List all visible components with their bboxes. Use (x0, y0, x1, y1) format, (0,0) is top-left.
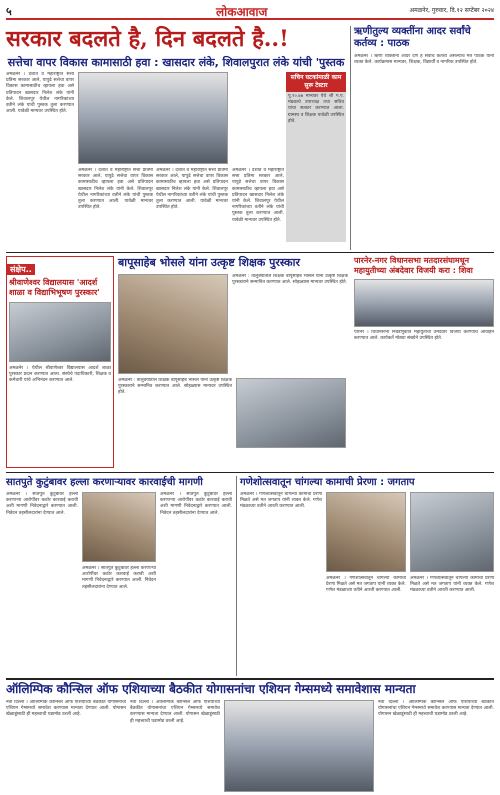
lead-photo (78, 72, 228, 164)
right-top-body: अमळनेर । ऋणी व्यक्तींना आदर देणे हे सर्वांचे कर्तव्य असल्याचे मत पाठक यांनी व्यक्त केले. कार्यक्रमास मान्यवर, शिक्षक, विद्यार्थी व नागरिक उपस्थित होते. (354, 54, 494, 66)
newspaper-logo: लोकआवाज (216, 5, 268, 19)
short-news-tag: संक्षेप.. (7, 264, 35, 275)
school-right-title: पारनेर-नगर विधानसभा मतदारसंघामधून महायुतीच्या अंबदेवार विजयी करा : शिवा (354, 256, 473, 275)
right-top-article (354, 26, 494, 234)
lead-body-col-1: अमळनेर । देशात व महाराष्ट्रात सत्ता प्रतिमा सरकार आले, यापुढे सत्तेचा वापर विकास कामासाठीच व्हायला हवा असे प्रतिपादन खासदार निलेश लंके यांनी केले. शिवालपूर येथील नागरिकांच्या वतीने लंके यांची पुस्तक तुला करण्यात आली. यावेळी मान्यवर उपस्थित होते. (6, 72, 74, 115)
sidebar-box-body: पू.१०.७७ मान्यवर येथे श्री ग.ए. मंडळाचे उपाध्यक्ष तथा सचिव यांचा सत्कार करण्यात आला. ग्रामस्थ व शिक्षक यावेळी उपस्थित होते. (288, 94, 344, 124)
short-news-box (6, 256, 114, 468)
short-news-title: श्रीवाणेश्वर विद्यालयास 'आदर्श शाळा व विद्याभिभूषण पुरस्कार' (9, 278, 100, 297)
ganesh-article (240, 476, 494, 594)
bottom-photo (224, 700, 374, 792)
bottom-body-3: नवी दिल्ली । ऑलिम्पिक कौन्सिल ऑफ एशियाच्या बैठकीत योगासनांचा एशियन गेम्समध्ये समावेश करण्यास मान्यता देण्यात आली. योगासन खेळाडूंसाठी ही महत्त्वाची घडामोड ठरली आहे. (378, 700, 494, 718)
bottom-article (6, 682, 494, 724)
award-body-2: अमळनेर : तालुक्यातील शिक्षक बापूसाहेब भोसले यांना उत्कृष्ट शिक्षक पुरस्काराने सन्मानित करण्यात आले. सोहळ्यास मान्यवर उपस्थित होते. (118, 378, 232, 396)
demand-body-1: अमळनेर । सातपुते कुटुंबावर हल्ला करणाऱ्या आरोपींवर कठोर कारवाई करावी अशी मागणी निवेदनाद्वारे करण्यात आली. निवेदन तहसीलदारांना देण्यात आले. (6, 492, 78, 516)
lead-headline: सरकार बदलते है, दिन बदलते है..! (6, 26, 289, 52)
sidebar-box-title: सचिन घटकांमाळी काम सुरू टेस्टार (286, 72, 346, 92)
demand-body-2: अमळनेर । सातपुते कुटुंबावर हल्ला करणाऱ्या आरोपींवर कठोर कारवाई करावी अशी मागणी निवेदनाद्वारे करण्यात आली. निवेदन तहसीलदारांना देण्यात आले. (82, 566, 156, 590)
demand-article (6, 476, 232, 590)
school-right-article (354, 256, 494, 470)
short-news-body: अमळनेर । येथील श्रीवाणेश्वर विद्यालयास आदर्श शाळा पुरस्कार प्रदान करण्यात आला. संस्थेचे पदाधिकारी, शिक्षक व कर्मचारी यांचे अभिनंदन करण्यात आले. (9, 366, 111, 384)
lead-subheadline: सत्तेचा वापर विकास कामासाठी हवा : खासदार लंके, शिवालपुरात लंके यांची 'पुस्तक (7, 56, 345, 69)
bottom-body-1: नवी दिल्ली । ऑलिम्पिक कौन्सिल ऑफ एशियाच्या बैठकीत योगासनांचा एशियन गेम्समध्ये समावेश करण्यास मान्यता देण्यात आली. योगासन खेळाडूंसाठी ही महत्त्वाची घडामोड ठरली आहे. (6, 700, 126, 718)
award-photo-2 (236, 378, 346, 448)
award-body: अमळनेर : तालुक्यातील शिक्षक बापूसाहेब भोसले यांना उत्कृष्ट शिक्षक पुरस्काराने सन्मानित करण्यात आले. सोहळ्यास मान्यवर उपस्थित होते. (232, 274, 348, 286)
demand-photo (82, 492, 156, 562)
bottom-body-2: नवी दिल्ली । ऑलिम्पिक कौन्सिल ऑफ एशियाच्या बैठकीत योगासनांचा एशियन गेम्समध्ये समावेश करण्यास मान्यता देण्यात आली. योगासन खेळाडूंसाठी ही महत्त्वाची घडामोड ठरली आहे. (130, 700, 220, 724)
award-title: बापूसाहेब भोसले यांना उत्कृष्ट शिक्षक पुरस्कार (118, 256, 300, 269)
column-divider-2 (236, 476, 237, 676)
school-right-photo (354, 279, 494, 327)
page-header (6, 4, 494, 20)
ganesh-title: गणेशोत्सवातून चांगल्या कामाची प्रेरणा : जगताप (240, 477, 415, 488)
ganesh-photo-2 (410, 492, 494, 572)
ganesh-photo-1 (326, 492, 406, 572)
section-rule-3 (6, 678, 494, 680)
award-photo-1 (118, 274, 228, 374)
section-rule (6, 252, 494, 253)
date-line: अमळनेर, गुरुवार, दि.१२ सप्टेंबर २०२४ (409, 7, 494, 14)
page-number: ५ (6, 5, 12, 18)
ganesh-body-1: अमळनेर । गणेशोत्सवातून चांगल्या कामाची प्रेरणा मिळते असे मत जगताप यांनी व्यक्त केले. गणेश मंडळाच्या वतीने आरती करण्यात आली. (240, 492, 322, 510)
lead-body-col-2: अमळनेर । देशात व महाराष्ट्रात सत्ता प्रतिमा सरकार आले, यापुढे सत्तेचा वापर विकास कामासाठीच व्हायला हवा असे प्रतिपादन खासदार निलेश लंके यांनी केले. शिवालपूर येथील नागरिकांच्या वतीने लंके यांची पुस्तक तुला करण्यात आली. यावेळी मान्यवर उपस्थित होते. (78, 168, 153, 211)
sidebar-box (286, 72, 346, 242)
school-right-body: पारनेर । विधानसभा निवडणुकीत महायुतीचा उमेदवार विजयी करण्याचे आवाहन करण्यात आले. कार्यकर्ते मोठ्या संख्येने उपस्थित होते. (354, 330, 494, 342)
section-rule-2 (6, 472, 494, 473)
demand-title: सातपुते कुटुंबावर हल्ला करणाऱ्यावर कारवाईची मागणी (6, 477, 203, 488)
demand-body-3: अमळनेर । सातपुते कुटुंबावर हल्ला करणाऱ्या आरोपींवर कठोर कारवाई करावी अशी मागणी निवेदनाद्वारे करण्यात आली. निवेदन तहसीलदारांना देण्यात आले. (160, 492, 232, 516)
bottom-title: ऑलिम्पिक कौन्सिल ऑफ एशियाच्या बैठकीत योगासनांचा एशियन गेम्समध्ये समावेशास मान्यता (6, 682, 416, 696)
column-divider (350, 26, 351, 250)
award-article (118, 256, 348, 396)
lead-body-col-4: अमळनेर । देशात व महाराष्ट्रात सत्ता प्रतिमा सरकार आले, यापुढे सत्तेचा वापर विकास कामासाठीच व्हायला हवा असे प्रतिपादन खासदार निलेश लंके यांनी केले. शिवालपूर येथील नागरिकांच्या वतीने लंके यांची पुस्तक तुला करण्यात आली. यावेळी मान्यवर उपस्थित होते. (232, 168, 284, 223)
ganesh-body-2: अमळनेर । गणेशोत्सवातून चांगल्या कामाची प्रेरणा मिळते असे मत जगताप यांनी व्यक्त केले. गणेश मंडळाच्या वतीने आरती करण्यात आली. (326, 576, 406, 594)
lead-body-col-3: अमळनेर । देशात व महाराष्ट्रात सत्ता प्रतिमा सरकार आले, यापुढे सत्तेचा वापर विकास कामासाठीच व्हायला हवा असे प्रतिपादन खासदार निलेश लंके यांनी केले. शिवालपूर येथील नागरिकांच्या वतीने लंके यांची पुस्तक तुला करण्यात आली. यावेळी मान्यवर उपस्थित होते. (156, 168, 228, 211)
ganesh-body-3: अमळनेर । गणेशोत्सवातून चांगल्या कामाची प्रेरणा मिळते असे मत जगताप यांनी व्यक्त केले. गणेश मंडळाच्या वतीने आरती करण्यात आली. (410, 576, 494, 594)
short-news-photo (9, 302, 111, 362)
right-top-title: ऋणीतुल्य व्यक्तींना आदर सर्वांचे कर्तव्य : पाठक (354, 26, 471, 49)
